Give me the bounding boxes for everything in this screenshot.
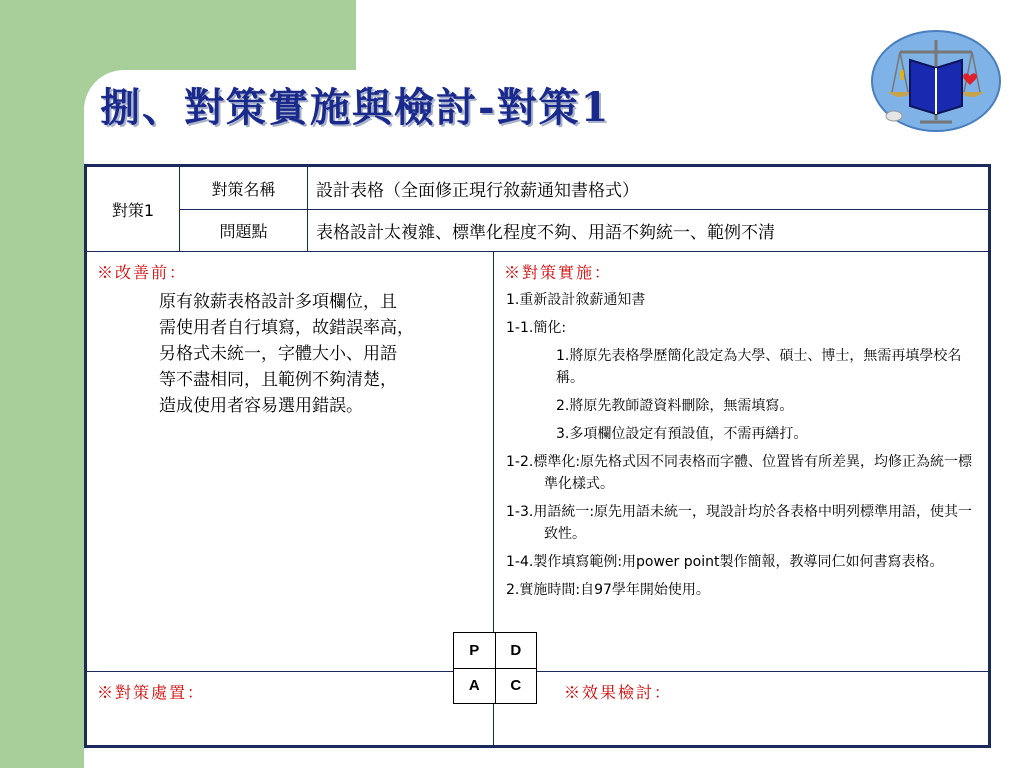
implementation-item: 1-2.標準化:原先格式因不同表格而字體、位置皆有所差異，均修正為統一標準化樣式。 [506, 454, 973, 492]
implementation-item: 1-3.用語統一:原先用語未統一，現設計均於各表格中明列標準用語，使其一致性。 [506, 504, 973, 542]
pdca-grid [453, 632, 537, 704]
pdca-check: C [495, 668, 537, 704]
implementation-subitem: 2.將原先教師證資料刪除，無需填寫。 [556, 398, 794, 414]
disposal-cell [86, 672, 494, 747]
review-label: ※效果檢討： [564, 683, 673, 702]
implementation-list [494, 283, 988, 601]
issue-value-cell: 表格設計太複雜、標準化程度不夠、用語不夠統一、範例不清 [308, 210, 990, 252]
implementation-cell [494, 252, 990, 672]
issue-label-cell: 問題點 [180, 210, 308, 252]
before-line: 造成使用者容易選用錯誤。 [159, 396, 363, 416]
name-label-cell: 對策名稱 [180, 166, 308, 210]
before-improvement-label: ※改善前： [97, 263, 188, 282]
pdca-do: D [495, 633, 537, 669]
review-cell [494, 672, 990, 747]
pdca-act: A [454, 668, 496, 704]
countermeasure-row-label: 對策1 [86, 166, 180, 252]
implementation-item: 2.實施時間:自97學年開始使用。 [506, 582, 710, 598]
before-improvement-text [159, 289, 489, 419]
before-line: 需使用者自行填寫，故錯誤率高， [159, 318, 414, 338]
scales-book-logo-icon [870, 30, 1002, 132]
countermeasure-table [84, 164, 991, 748]
implementation-item: 1-1.簡化: [506, 320, 567, 336]
implementation-subitem: 3.多項欄位設定有預設值，不需再繕打。 [556, 426, 808, 442]
before-line: 原有敘薪表格設計多項欄位，且 [159, 292, 397, 312]
before-line: 另格式未統一，字體大小、用語 [159, 344, 397, 364]
implementation-item: 1-4.製作填寫範例:用power point製作簡報，教導同仁如何書寫表格。 [506, 554, 944, 570]
name-value-cell: 設計表格（全面修正現行敘薪通知書格式） [308, 166, 990, 210]
page-title: 捌、對策實施與檢討-對策1 [100, 84, 611, 131]
before-line: 等不盡相同，且範例不夠清楚， [159, 370, 397, 390]
disposal-label: ※對策處置： [97, 683, 206, 702]
pdca-plan: P [454, 633, 496, 669]
implementation-label: ※對策實施： [504, 263, 613, 282]
implementation-subitem: 1.將原先表格學歷簡化設定為大學、碩士、博士，無需再填學校名稱。 [556, 348, 962, 386]
implementation-item: 1.重新設計敘薪通知書 [506, 292, 646, 308]
before-improvement-cell [86, 252, 494, 672]
